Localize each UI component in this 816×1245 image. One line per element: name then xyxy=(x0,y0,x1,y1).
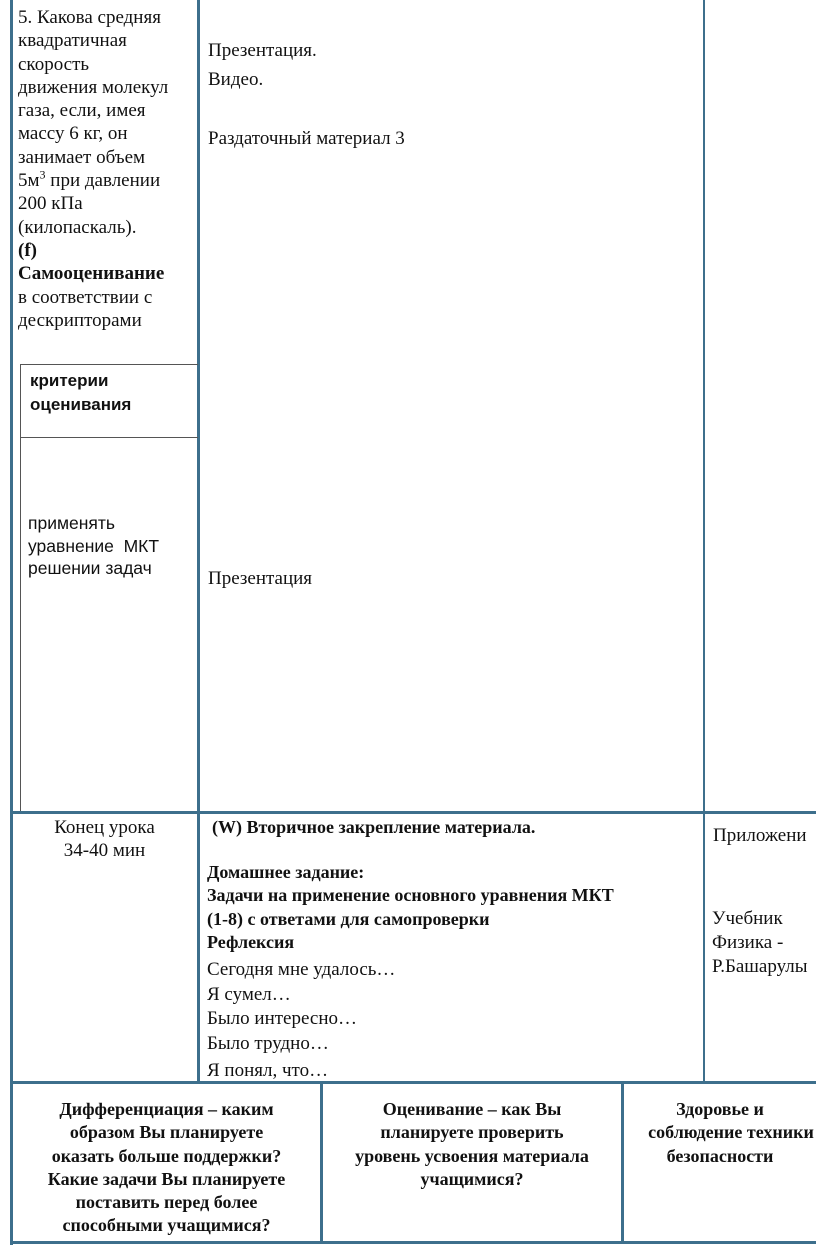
table-border xyxy=(10,1081,816,1084)
reflection-list xyxy=(207,958,395,1084)
textbook-line: Физика - xyxy=(712,932,784,953)
table-border xyxy=(703,813,705,1083)
reflection-item: Было трудно… xyxy=(207,1032,329,1054)
task-line: скорость xyxy=(18,53,90,75)
homework-line: (1-8) с ответами для самопроверки xyxy=(207,908,490,929)
differentiation-line: Дифференциация – каким xyxy=(59,1099,274,1119)
textbook-block xyxy=(712,907,808,979)
table-border xyxy=(10,1241,816,1244)
differentiation-line: оказать больше поддержки? xyxy=(51,1145,282,1166)
criteria-line: уравнение МКТ xyxy=(28,535,160,556)
reflection-title: Рефлексия xyxy=(207,931,295,952)
criteria-line: применять xyxy=(28,513,116,533)
table-border xyxy=(703,0,705,812)
assessment-line: планируете проверить xyxy=(380,1122,564,1143)
nested-table-border xyxy=(20,364,198,365)
criteria-text xyxy=(28,512,159,580)
f-label: (f) xyxy=(18,239,37,261)
task-line: массу 6 кг, он xyxy=(18,123,128,145)
reflection-item: Я сумел… xyxy=(207,983,291,1005)
criteria-header-line: оценивания xyxy=(30,395,132,414)
task-line: газа, если, имея xyxy=(18,100,146,122)
task-line: движения молекул xyxy=(18,76,169,98)
differentiation-line: способными учащимися? xyxy=(62,1215,271,1236)
table-border xyxy=(10,811,816,814)
self-eval-line: дескрипторами xyxy=(18,309,142,331)
textbook-line: Учебник xyxy=(712,908,783,929)
assessment-line: Оценивание – как Вы xyxy=(382,1099,562,1119)
stage-cell xyxy=(12,816,197,863)
differentiation-line: образом Вы планируете xyxy=(69,1122,264,1143)
reflection-item: Сегодня мне удалось… xyxy=(207,959,396,980)
consolidation-title: (W) Вторичное закрепление материала. xyxy=(212,817,536,837)
task-line: 200 кПа xyxy=(18,193,83,215)
appendix-label: Приложени xyxy=(713,825,807,846)
volume-base: 5м xyxy=(18,170,40,192)
task-line: квадратичная xyxy=(18,30,127,52)
volume-rest: при давлении xyxy=(45,170,161,192)
health-cell xyxy=(624,1098,816,1168)
resource-presentation-2: Презентация xyxy=(208,568,313,589)
reflection-item: Я понял, что… xyxy=(207,1060,329,1081)
differentiation-cell xyxy=(13,1098,320,1238)
reflection-item: Было интересно… xyxy=(207,1008,357,1029)
stage-line: 34-40 мин xyxy=(63,840,146,862)
nested-table-border xyxy=(20,437,198,438)
differentiation-line: поставить перед более xyxy=(75,1192,258,1213)
differentiation-line: Какие задачи Вы планируете xyxy=(47,1168,286,1189)
task-line: (килопаскаль). xyxy=(18,216,137,238)
criteria-line: решении задач xyxy=(28,558,152,578)
health-line: соблюдение техники xyxy=(648,1122,814,1143)
assessment-cell xyxy=(323,1098,621,1191)
criteria-header xyxy=(30,369,131,417)
stage-line: Конец урока xyxy=(54,817,155,838)
table-border xyxy=(10,0,13,1245)
homework-block xyxy=(207,861,614,954)
resource-presentation: Презентация. xyxy=(208,40,317,61)
assessment-line: учащимися? xyxy=(420,1168,524,1189)
task-line: 5. Какова средняя xyxy=(18,7,161,28)
textbook-line: Р.Башарулы xyxy=(712,956,808,977)
volume-exponent: 3 xyxy=(39,167,46,182)
homework-line: Задачи на применение основного уравнения МКТ xyxy=(207,885,614,906)
health-line: безопасности xyxy=(666,1145,774,1166)
resource-handout: Раздаточный материал 3 xyxy=(208,128,405,149)
nested-table-border xyxy=(20,364,21,811)
health-line: Здоровье и xyxy=(676,1099,764,1119)
homework-title: Домашнее задание: xyxy=(207,862,365,882)
task-text xyxy=(18,6,198,332)
self-eval-line: в соответствии с xyxy=(18,286,153,308)
task-volume-line xyxy=(18,169,198,192)
assessment-line: уровень усвоения материала xyxy=(355,1145,589,1166)
criteria-header-line: критерии xyxy=(30,371,109,390)
task-line: занимает объем xyxy=(18,146,146,168)
self-eval-title: Самооценивание xyxy=(18,263,165,285)
resource-video: Видео. xyxy=(208,69,264,90)
